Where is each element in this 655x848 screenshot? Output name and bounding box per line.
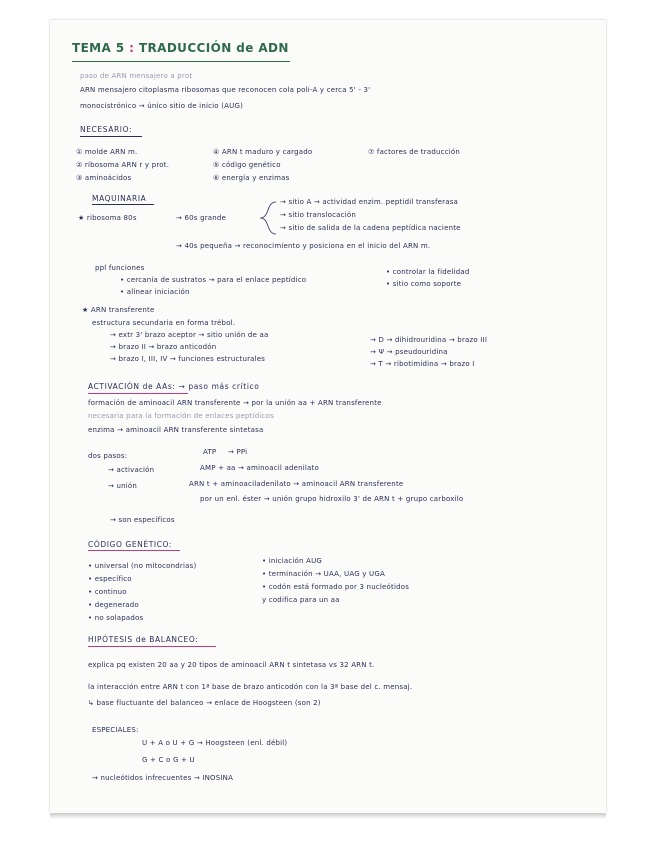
- union-equation-2: por un enl. éster → unión grupo hidroxilo 3' de ARN t + grupo carboxilo: [200, 495, 464, 503]
- especificos-line: → son específicos: [110, 516, 175, 524]
- necesario-underline: [80, 136, 142, 137]
- activacion-title-tail: : → paso más crítico: [172, 382, 260, 391]
- arnt-branch: → T → ribotimidina → brazo I: [370, 360, 475, 368]
- codigo-item: • iniciación AUG: [262, 557, 323, 565]
- arnt-line: → brazo I, III, IV → funciones estructurales: [110, 355, 266, 363]
- balanceo-line: explica pq existen 20 aa y 20 tipos de aminoacil ARN t sintetasa vs 32 ARN t.: [88, 661, 375, 669]
- atp-label: ATP: [203, 448, 217, 456]
- especiales-heading: ESPECIALES:: [92, 726, 139, 734]
- ppl-item: • controlar la fidelidad: [386, 268, 470, 276]
- ribosoma-label: ★ ribosoma 80s: [78, 214, 137, 222]
- necesario-item: ② ribosoma ARN r y prot.: [76, 161, 170, 169]
- codigo-item: • continuo: [88, 588, 127, 596]
- especiales-pair: U + A o U + G → Hoogsteen (enl. débil): [142, 739, 288, 747]
- codigo-item: y codifica para un aa: [262, 596, 340, 604]
- arnt-line: estructura secundaria en forma trébol.: [92, 319, 236, 327]
- ppl-heading: ppl funciones: [95, 264, 145, 272]
- title-main: TRADUCCIÓN de ADN: [138, 41, 289, 55]
- balanceo-final: → nucleótidos infrecuentes → INOSINA: [92, 774, 234, 782]
- union-equation: ARN t + aminoaciladenilato → aminoacil ARN transferente: [189, 480, 404, 488]
- necesario-heading: NECESARIO:: [80, 125, 133, 134]
- balanceo-line: la interacción entre ARN t con 1ª base de brazo anticodón con la 3ª base del c. mensaj.: [88, 683, 413, 691]
- necesario-item: ⑦ factores de traducción: [368, 148, 460, 156]
- union-step-label: → unión: [108, 482, 138, 490]
- ribosoma-60s: → 60s grande: [176, 214, 227, 222]
- arnt-line: → brazo II → brazo anticodón: [110, 343, 217, 351]
- maquinaria-underline: [92, 204, 154, 205]
- arnt-line: → extr 3' brazo aceptor → sitio unión de aa: [110, 331, 269, 339]
- activacion-equation: AMP + aa → aminoacil adenilato: [200, 464, 319, 472]
- brace-icon: [256, 200, 280, 236]
- codigo-item: • terminación → UAA, UAG y UGA: [262, 570, 385, 578]
- balanceo-underline: [88, 646, 216, 647]
- activacion-line: enzima → aminoacil ARN transferente sintetasa: [88, 426, 264, 434]
- balanceo-heading: HIPÓTESIS de BALANCEO:: [88, 635, 199, 644]
- s60-item: → sitio translocación: [280, 211, 356, 219]
- activacion-underline: [88, 393, 188, 394]
- codigo-item: • universal (no mitocondrias): [88, 562, 197, 570]
- necesario-item: ⑥ energía y enzimas: [213, 174, 290, 182]
- codigo-heading: CÓDIGO GENÉTICO:: [88, 540, 173, 549]
- activacion-line: formación de aminoacil ARN transferente → por la unión aa + ARN transferente: [88, 399, 382, 407]
- maquinaria-heading: MAQUINARIA: [92, 194, 147, 203]
- title-colon: :: [129, 41, 135, 55]
- intro-line-1: paso de ARN mensajero a prot: [80, 72, 193, 80]
- codigo-item: • codón está formado por 3 nucleótidos: [262, 583, 410, 591]
- balanceo-line: ↳ base fluctuante del balanceo → enlace de Hoogsteen (son 2): [88, 699, 321, 707]
- s60-item: → sitio A → actividad enzim. peptidil transferasa: [280, 198, 459, 206]
- necesario-item: ⑤ código genético: [213, 161, 281, 169]
- activacion-step-label: → activación: [108, 466, 155, 474]
- necesario-item: ① molde ARN m.: [76, 148, 138, 156]
- page-shadow: [50, 813, 606, 819]
- arnt-heading: ★ ARN transferente: [82, 306, 155, 314]
- ppl-item: • sitio como soporte: [386, 280, 462, 288]
- codigo-item: • degenerado: [88, 601, 139, 609]
- especiales-pair: G + C o G + U: [142, 756, 195, 764]
- ppl-item: • cercanía de sustratos → para el enlace peptídico: [120, 276, 307, 284]
- necesario-item: ③ aminoácidos: [76, 174, 132, 182]
- arnt-branch: → D → dihidrouridina → brazo III: [370, 336, 488, 344]
- ribosoma-40s: → 40s pequeña → reconocimiento y posiciona en el inicio del ARN m.: [176, 242, 431, 250]
- codigo-underline: [88, 550, 180, 551]
- activacion-line: necesaria para la formación de enlaces peptídicos: [88, 412, 274, 420]
- title-underline: [72, 61, 290, 62]
- necesario-item: ④ ARN t maduro y cargado: [213, 148, 313, 156]
- activacion-heading: [88, 382, 259, 391]
- ppi-label: → PPi: [228, 448, 248, 456]
- arnt-branch: → Ψ → pseudouridina: [370, 348, 448, 356]
- s60-item: → sitio de salida de la cadena peptídica naciente: [280, 224, 461, 232]
- activacion-title: ACTIVACIÓN de AAs: [88, 382, 173, 391]
- page-title: [72, 41, 289, 55]
- codigo-item: • no solapados: [88, 614, 144, 622]
- dos-pasos-label: dos pasos:: [88, 452, 128, 460]
- title-prefix: TEMA 5: [72, 41, 125, 55]
- intro-line-3: monocistrónico → único sitio de inicio (AUG): [80, 102, 244, 110]
- ppl-item: • alinear iniciación: [120, 288, 190, 296]
- codigo-item: • específico: [88, 575, 132, 583]
- intro-line-2: ARN mensajero citoplasma ribosomas que reconocen cola poli-A y cerca 5' - 3': [80, 86, 371, 94]
